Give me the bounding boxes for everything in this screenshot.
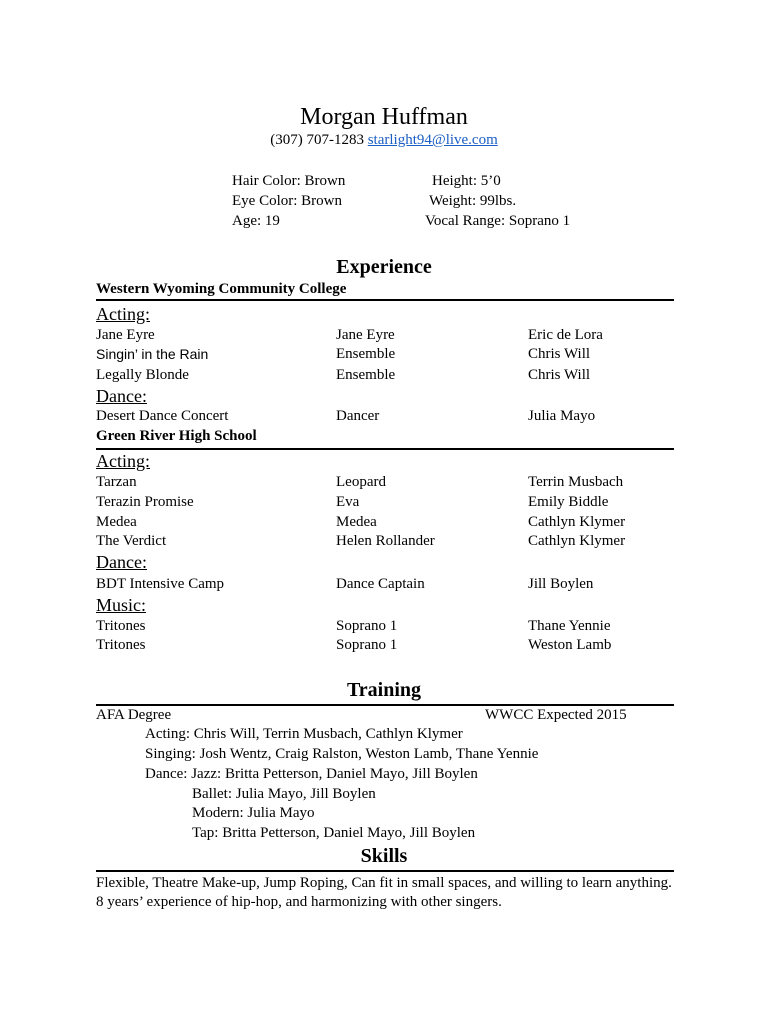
director: Julia Mayo	[528, 408, 596, 424]
category-label: Music:	[96, 595, 147, 615]
director: Weston Lamb	[528, 637, 612, 653]
director: Emily Biddle	[528, 494, 609, 510]
role: Leopard	[336, 474, 386, 490]
show-title: Tarzan	[96, 474, 137, 490]
role: Ensemble	[336, 346, 396, 362]
show-title: The Verdict	[96, 533, 167, 549]
skills-text: Flexible, Theatre Make-up, Jump Roping, Can fit in small spaces, and willing to learn anything. 8 years’ experience of hip-hop, and harmonizing with other singers.	[96, 875, 672, 910]
phone-number: (307) 707-1283	[270, 132, 364, 148]
director: Chris Will	[528, 346, 591, 362]
role: Soprano 1	[336, 637, 398, 653]
ballet-teachers: Ballet: Julia Mayo, Jill Boylen	[192, 786, 376, 802]
role: Eva	[336, 494, 360, 510]
role: Jane Eyre	[336, 327, 395, 343]
tap-teachers: Tap: Britta Petterson, Daniel Mayo, Jill Boylen	[192, 825, 476, 841]
vocal-range: Vocal Range: Soprano 1	[425, 213, 571, 229]
show-title: Jane Eyre	[96, 327, 155, 343]
section-rule	[96, 448, 674, 450]
section-rule	[96, 299, 674, 301]
degree: AFA Degree	[96, 707, 172, 723]
role: Dancer	[336, 408, 380, 424]
role: Medea	[336, 514, 377, 530]
weight: Weight: 99lbs.	[429, 193, 517, 209]
category-label: Acting:	[96, 451, 150, 471]
role: Ensemble	[336, 367, 396, 383]
experience-heading: Experience	[336, 256, 432, 278]
hair-color: Hair Color: Brown	[232, 173, 346, 189]
age: Age: 19	[232, 213, 280, 229]
section-rule	[96, 870, 674, 872]
role: Soprano 1	[336, 618, 398, 634]
eye-color: Eye Color: Brown	[232, 193, 342, 209]
role: Dance Captain	[336, 576, 425, 592]
contact-line	[0, 132, 768, 149]
director: Eric de Lora	[528, 327, 603, 343]
show-title: Medea	[96, 514, 137, 530]
show-title: Terazin Promise	[96, 494, 194, 510]
show-title: Singin’ in the Rain	[96, 346, 209, 362]
school-name: Western Wyoming Community College	[96, 281, 347, 297]
category-label: Dance:	[96, 552, 147, 572]
director: Jill Boylen	[528, 576, 594, 592]
singing-teachers: Singing: Josh Wentz, Craig Ralston, Weston Lamb, Thane Yennie	[145, 746, 539, 762]
show-title: BDT Intensive Camp	[96, 576, 225, 592]
director: Thane Yennie	[528, 618, 611, 634]
director: Terrin Musbach	[528, 474, 624, 490]
section-rule	[96, 704, 674, 706]
email-link[interactable]: starlight94@live.com	[367, 132, 498, 148]
skills-heading: Skills	[360, 845, 408, 867]
dance-teachers: Dance: Jazz: Britta Petterson, Daniel Mayo, Jill Boylen	[145, 766, 478, 782]
show-title: Legally Blonde	[96, 367, 189, 383]
height: Height: 5’0	[432, 173, 501, 189]
director: Chris Will	[528, 367, 591, 383]
training-heading: Training	[346, 679, 422, 701]
director: Cathlyn Klymer	[528, 514, 626, 530]
show-title: Tritones	[96, 637, 146, 653]
resume-name: Morgan Huffman	[300, 104, 468, 130]
director: Cathlyn Klymer	[528, 533, 626, 549]
acting-teachers: Acting: Chris Will, Terrin Musbach, Cathlyn Klymer	[145, 726, 463, 742]
category-label: Dance:	[96, 386, 147, 406]
category-label: Acting:	[96, 304, 150, 324]
modern-teachers: Modern: Julia Mayo	[192, 805, 315, 821]
degree-expected: WWCC Expected 2015	[485, 707, 627, 723]
role: Helen Rollander	[336, 533, 435, 549]
school-name: Green River High School	[96, 428, 257, 444]
show-title: Desert Dance Concert	[96, 408, 229, 424]
show-title: Tritones	[96, 618, 146, 634]
